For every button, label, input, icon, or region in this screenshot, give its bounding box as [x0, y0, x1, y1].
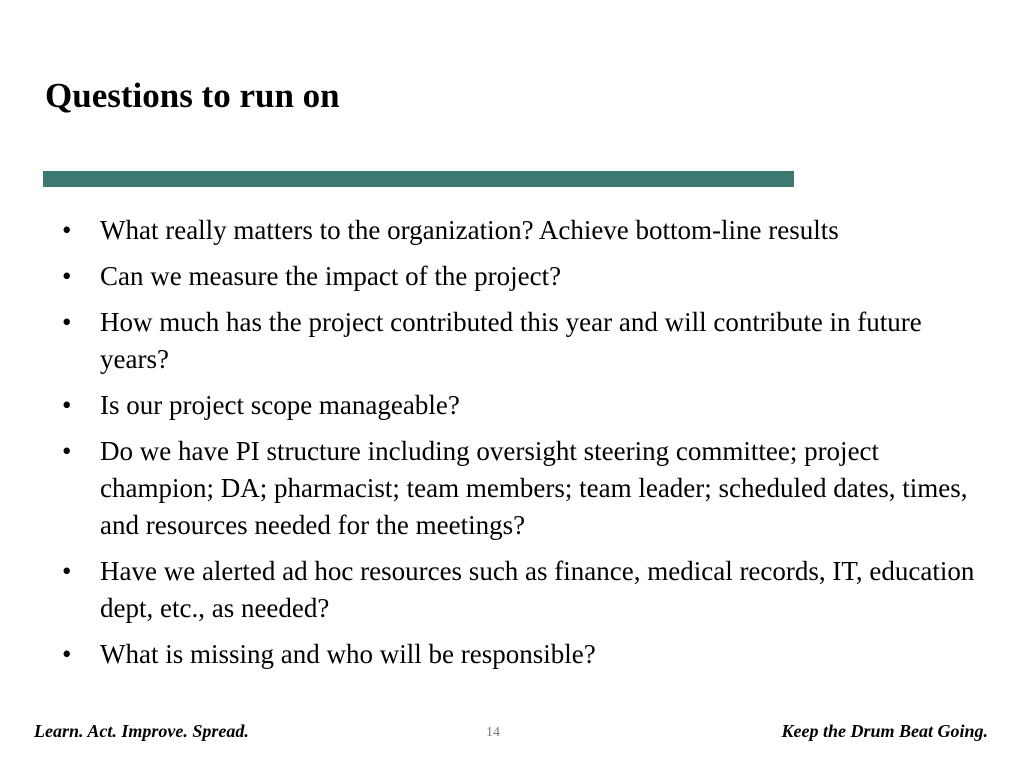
- footer-tagline-right: Keep the Drum Beat Going.: [781, 721, 988, 741]
- bullet-item-6: [62, 553, 992, 627]
- bullet-dot-icon: •: [62, 436, 72, 466]
- bullet-item-5: [62, 433, 992, 544]
- bullet-list: [62, 212, 992, 682]
- bullet-dot-icon: •: [62, 390, 72, 420]
- bullet-dot-icon: •: [62, 261, 72, 291]
- bullet-dot-icon: •: [62, 556, 72, 586]
- bullet-dot-icon: •: [62, 639, 72, 669]
- bullet-item-3: [62, 304, 992, 378]
- bullet-dot-icon: •: [62, 307, 72, 337]
- footer-page-number: 14: [486, 725, 500, 740]
- bullet-text: Is our project scope manageable?: [100, 390, 460, 420]
- bullet-text: What is missing and who will be responsible?: [100, 639, 596, 669]
- footer-tagline-left: Learn. Act. Improve. Spread.: [34, 721, 249, 741]
- bullet-item-1: [62, 212, 992, 249]
- bullet-text: What really matters to the organization? Achieve bottom-line results: [100, 215, 839, 245]
- bullet-dot-icon: •: [62, 215, 72, 245]
- bullet-item-4: [62, 387, 992, 424]
- bullet-text: Do we have PI structure including oversight steering committee; project champion; DA; pharmacist; team members; team leader; scheduled dates, times, and resources needed for the meetings?: [100, 436, 968, 540]
- slide-title: Questions to run on: [45, 76, 340, 115]
- bullet-item-7: [62, 636, 992, 673]
- bullet-item-2: [62, 258, 992, 295]
- bullet-text: Have we alerted ad hoc resources such as finance, medical records, IT, education dept, etc., as needed?: [100, 556, 975, 623]
- bullet-text: Can we measure the impact of the project?: [100, 261, 562, 291]
- bullet-text: How much has the project contributed this year and will contribute in future years?: [100, 307, 922, 374]
- title-divider-bar: [43, 171, 794, 187]
